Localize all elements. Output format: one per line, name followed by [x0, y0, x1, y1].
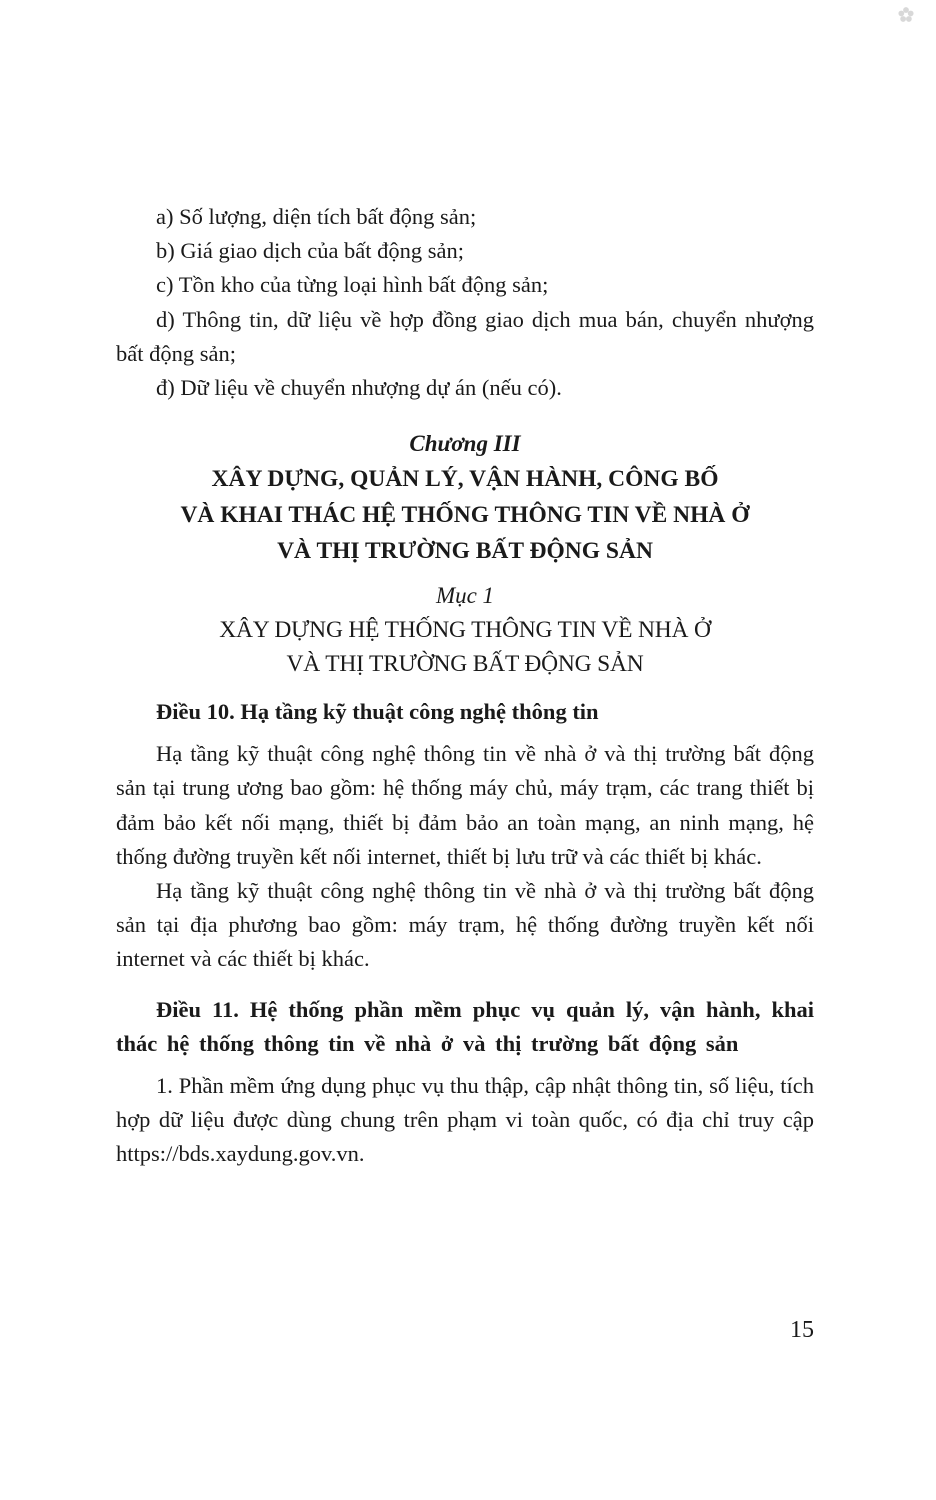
list-item-d: d) Thông tin, dữ liệu về hợp đồng giao dịch mua bán, chuyển nhượng bất động sản; [116, 306, 814, 366]
list-item-a: a) Số lượng, diện tích bất động sản; [156, 204, 477, 229]
section-title-line-2: VÀ THỊ TRƯỜNG BẤT ĐỘNG SẢN [286, 651, 644, 678]
list-item-dd: đ) Dữ liệu về chuyển nhượng dự án (nếu có). [156, 375, 562, 401]
chapter-title-line-1: XÂY DỰNG, QUẢN LÝ, VẬN HÀNH, CÔNG BỐ [211, 466, 719, 493]
article-10-paragraph-2: Hạ tầng kỹ thuật công nghệ thông tin về nhà ở và thị trường bất động sản tại địa phương bao gồm: máy trạm, hệ thống đường truyền kết nối internet và các thiết bị khác. [116, 878, 814, 972]
article-11-heading: Điều 11. Hệ thống phần mềm phục vụ quản lý, vận hành, khai thác hệ thống thông tin về nhà ở và thị trường bất động sản [116, 996, 814, 1056]
article-10-paragraph-1: Hạ tầng kỹ thuật công nghệ thông tin về nhà ở và thị trường bất động sản tại trung ương bao gồm: hệ thống máy chủ, máy trạm, các trang thiết bị đảm bảo kết nối mạng, thiết bị đảm bảo an toàn mạng, an ninh mạng, hệ thống đường truyền kết nối internet, thiết bị lưu trữ và các thiết bị khác. [116, 741, 814, 869]
page-number: 15 [790, 1317, 814, 1343]
flower-watermark-icon [897, 6, 915, 24]
list-item-c: c) Tồn kho của từng loại hình bất động sản; [156, 272, 549, 298]
list-item-b: b) Giá giao dịch của bất động sản; [156, 238, 465, 264]
article-10-heading: Điều 10. Hạ tầng kỹ thuật công nghệ thông tin [156, 699, 599, 725]
chapter-title-line-2: VÀ KHAI THÁC HỆ THỐNG THÔNG TIN VỀ NHÀ Ở [180, 502, 750, 529]
chapter-title-line-3: VÀ THỊ TRƯỜNG BẤT ĐỘNG SẢN [277, 538, 653, 565]
article-11-paragraph-1: 1. Phần mềm ứng dụng phục vụ thu thập, cập nhật thông tin, số liệu, tích hợp dữ liệu được dùng chung trên phạm vi toàn quốc, có địa chỉ truy cập https://bds.xaydung.gov.vn. [116, 1072, 814, 1167]
section-label: Mục 1 [435, 583, 495, 609]
page-body [116, 200, 814, 1171]
chapter-label: Chương III [409, 431, 521, 457]
section-title-line-1: XÂY DỰNG HỆ THỐNG THÔNG TIN VỀ NHÀ Ở [219, 617, 711, 644]
